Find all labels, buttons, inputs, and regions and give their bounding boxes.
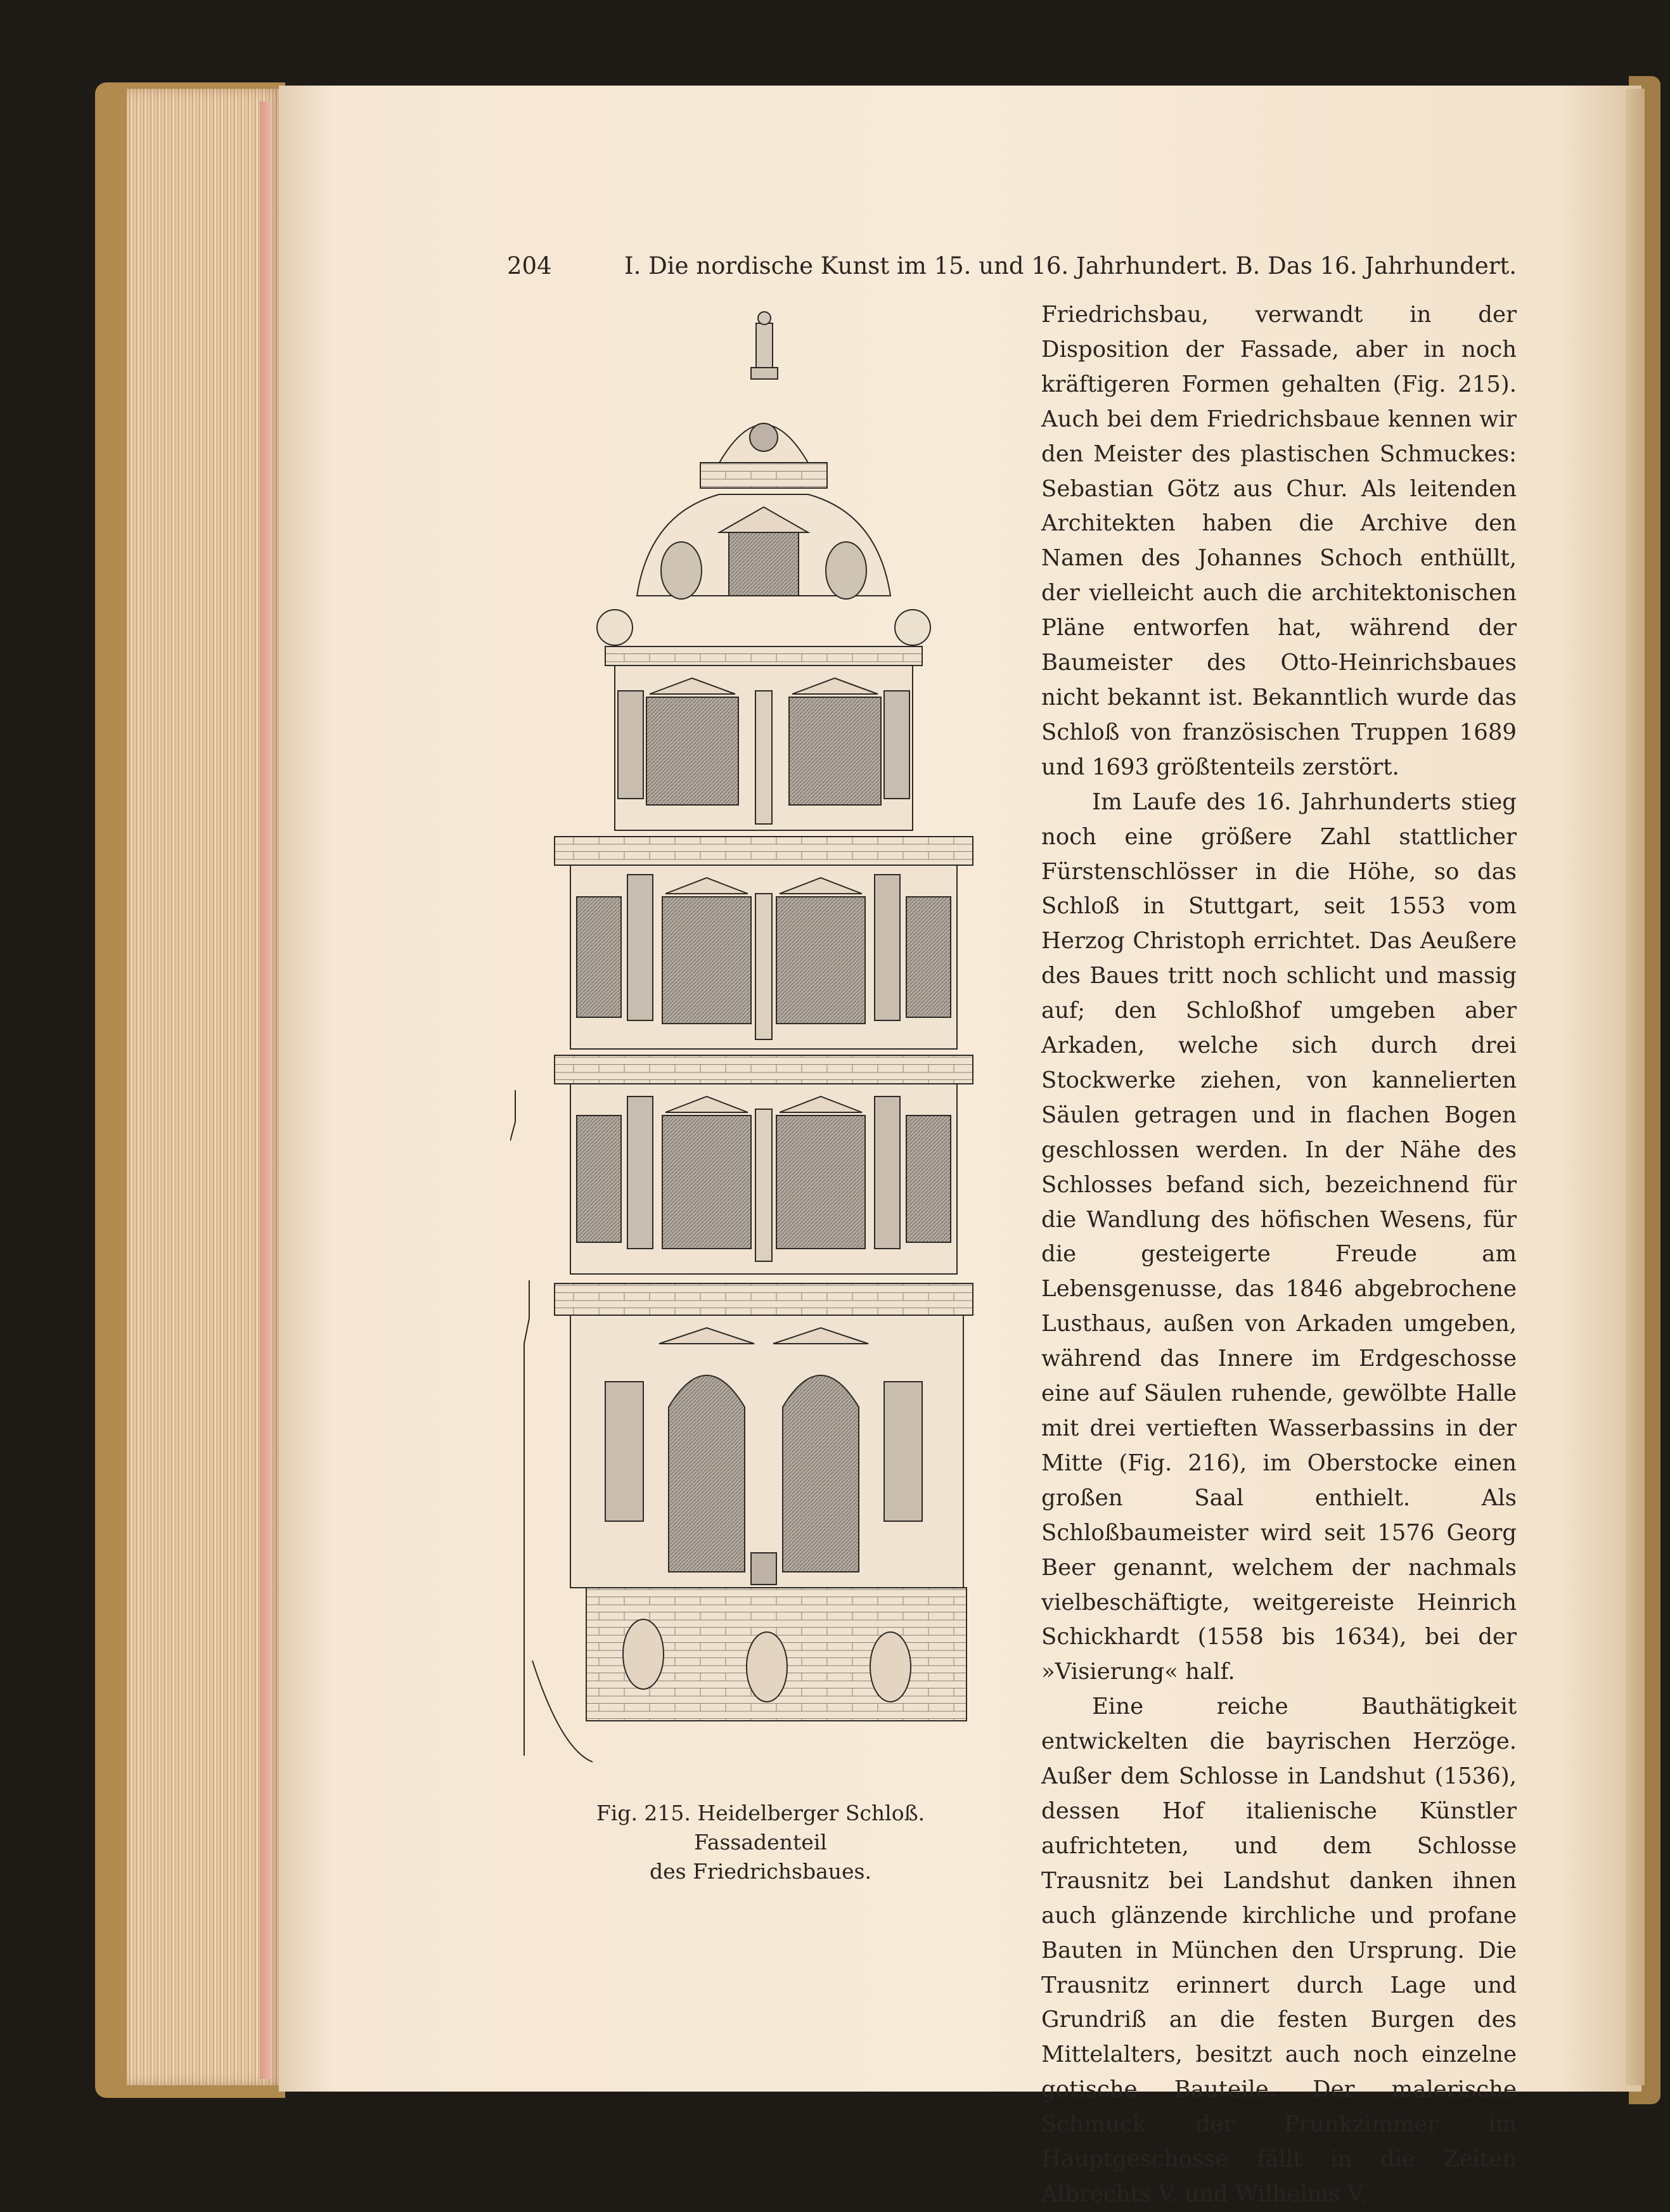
paragraph-1: Friedrichsbau, verwandt in der Disposition der Fassade, aber in noch kräftigeren Formen gehalten (Fig. 215). Auch bei dem Friedrichsbaue kennen wir den Meister des plastischen Schmuckes: Sebastian Götz aus Chur. Als leitenden Architekten haben die Archive den Namen des Johannes Schoch enthüllt, der vielleicht auch die architektonischen Pläne entworfen hat, während der Baumeister des Otto-Heinrichsbaues nicht bekannt ist. Bekanntlich wurde das Schloß von französischen Truppen 1689 und 1693 größtenteils zerstört. bbox=[1041, 302, 1517, 780]
body-text bbox=[1041, 298, 1517, 2207]
caption-line-1: Fig. 215. Heidelberger Schloß. Fassadenteil bbox=[596, 1801, 925, 1855]
running-head bbox=[507, 252, 1517, 285]
facade-drawing bbox=[510, 304, 1011, 1768]
running-head-title: I. Die nordische Kunst im 15. und 16. Jahrhundert. B. Das 16. Jahrhundert. bbox=[624, 252, 1517, 280]
figure-caption bbox=[536, 1799, 986, 1886]
page-edges bbox=[127, 89, 282, 2085]
caption-line-2: des Friedrichsbaues. bbox=[650, 1859, 871, 1884]
red-page-edge bbox=[260, 101, 271, 2079]
paragraph-3: Eine reiche Bauthätigkeit entwickelten die bayrischen Herzöge. Außer dem Schlosse in Landshut (1536), dessen Hof italienische Künstler aufrichteten, und dem Schlosse Trausnitz bei Landshut danken ihnen auch glänzende kirchliche und profane Bauten in München den Ursprung. Die Trausnitz erinnert durch Lage und Grundriß an die festen Burgen des Mittelalters, besitzt auch noch einzelne gotische Bauteile. Der malerische Schmuck der Prunkzimmer im Hauptgeschosse fällt in die Zeiten Albrechts V. und Wilhelms V. bbox=[1041, 1694, 1517, 2207]
page-gutter bbox=[1626, 89, 1645, 2085]
page-number: 204 bbox=[507, 252, 552, 280]
paragraph-2: Im Laufe des 16. Jahrhunderts stieg noch eine größere Zahl stattlicher Fürstenschlösser in die Höhe, so das Schloß in Stuttgart, seit 1553 vom Herzog Christoph errichtet. Das Aeußere des Baues tritt noch schlicht und massig auf; den Schloßhof umgeben aber Arkaden, welche sich durch drei Stockwerke ziehen, von kannelierten Säulen getragen und in flachen Bogen geschlossen werden. In der Nähe des Schlosses befand sich, bezeichnend für die Wandlung des höfischen Wesens, für die gesteigerte Freude am Lebensgenusse, das 1846 abgebrochene Lusthaus, außen von Arkaden umgeben, während das Innere im Erdgeschosse eine auf Säulen ruhende, gewölbte Halle mit drei vertieften Wasserbassins in der Mitte (Fig. 216), im Oberstocke einen großen Saal enthielt. Als Schloßbaumeister wird seit 1576 Georg Beer genannt, welchem der nachmals vielbeschäftigte, weitgereiste Heinrich Schickhardt (1558 bis 1634), bei der »Visierung« half. bbox=[1041, 788, 1517, 1685]
facade-illustration bbox=[510, 304, 1011, 1768]
